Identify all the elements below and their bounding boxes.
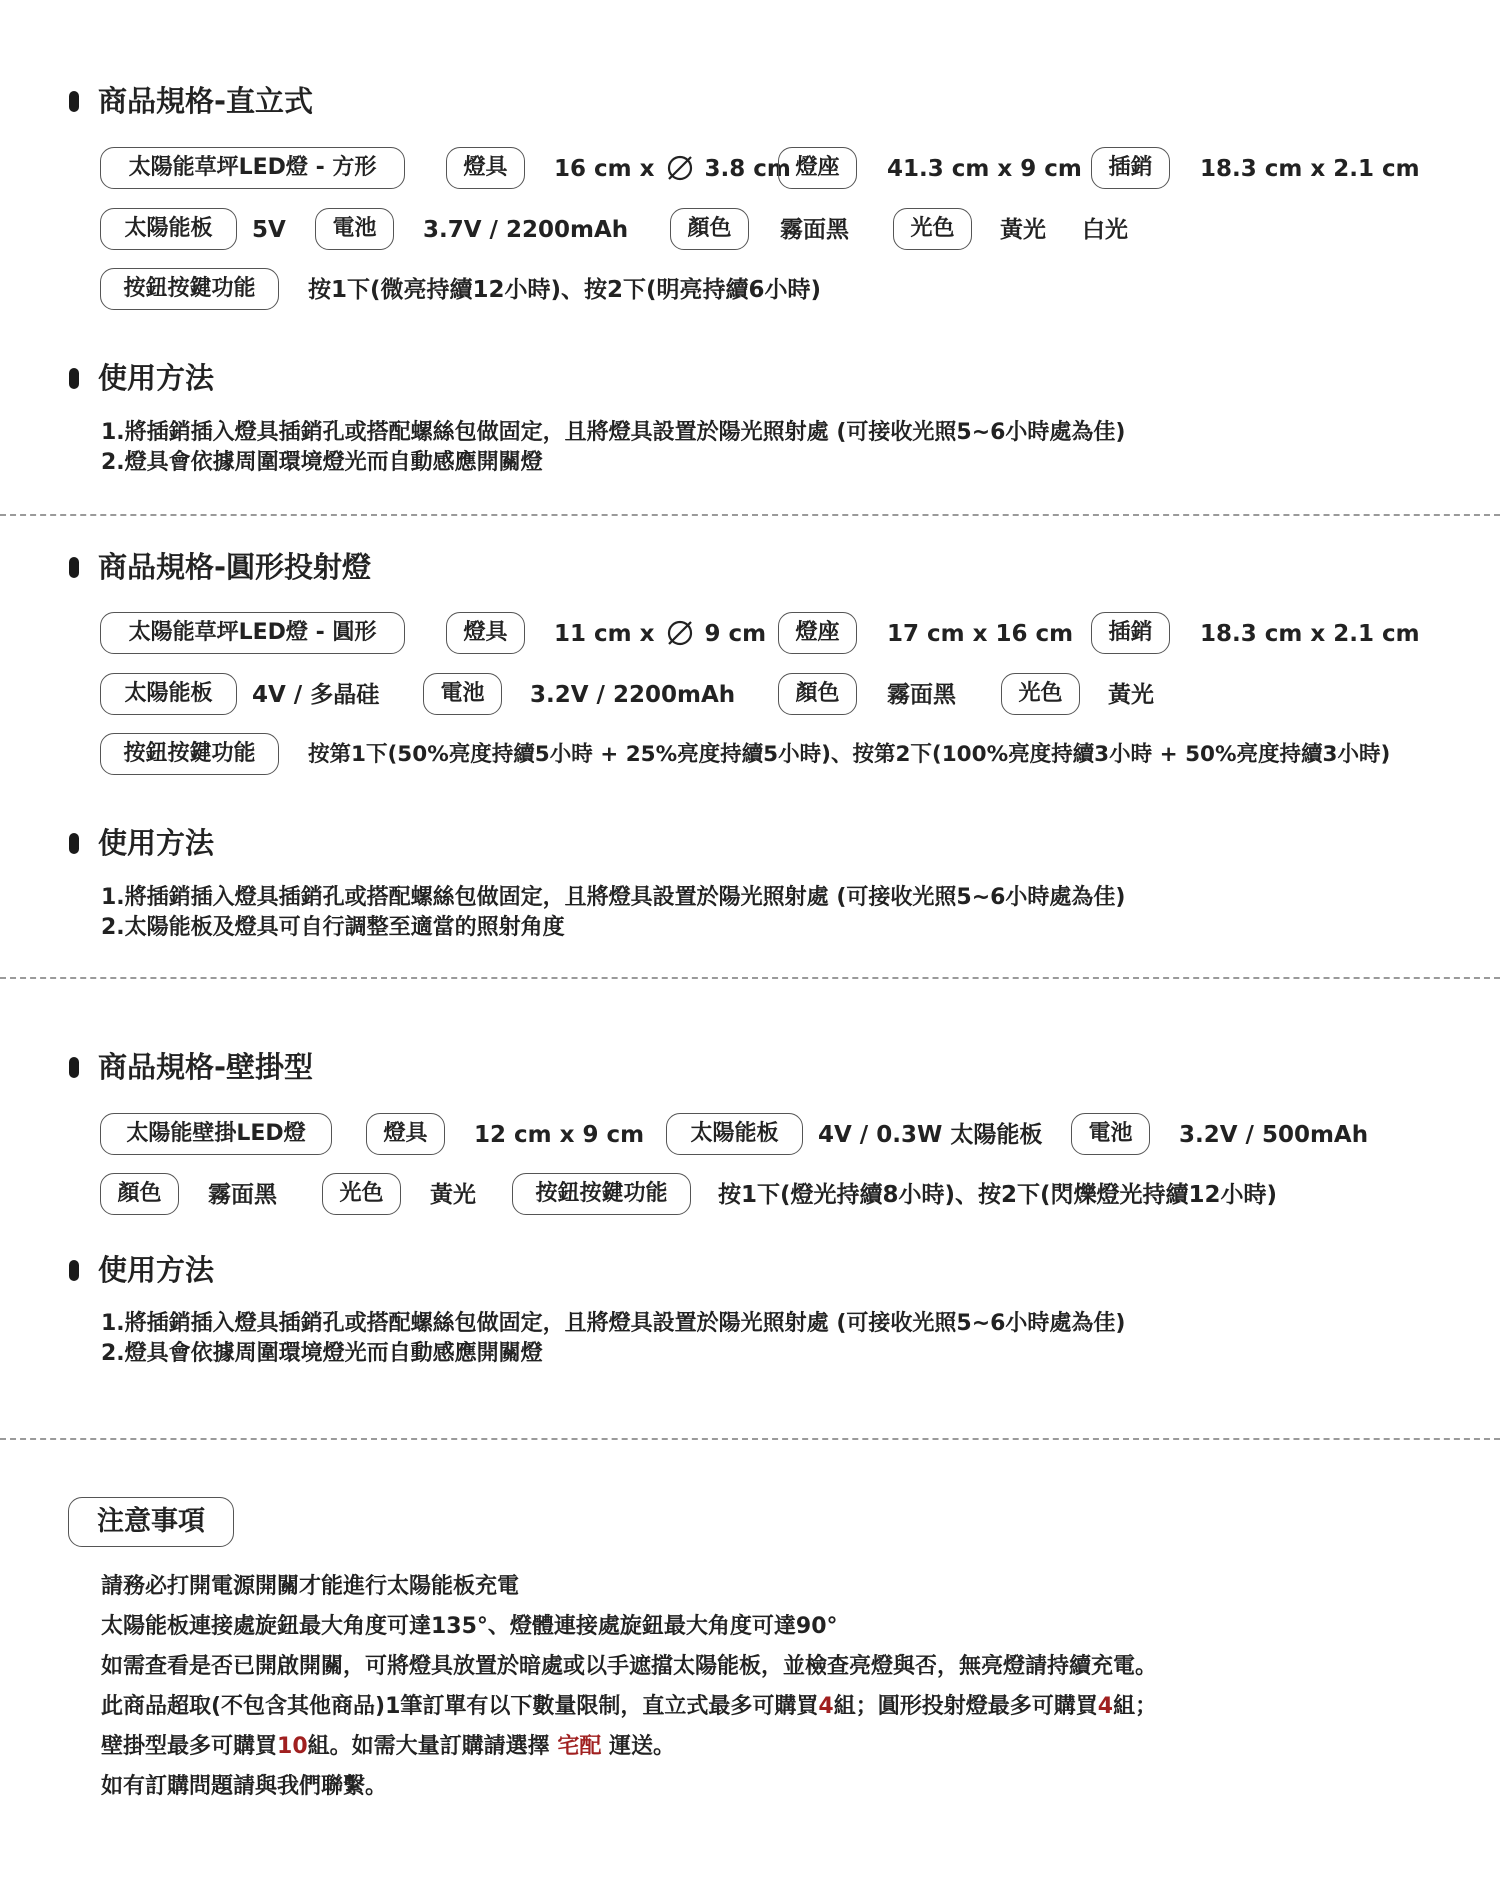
- battery-label-pill: 電池: [1071, 1113, 1150, 1155]
- solar-panel-value: 4V / 0.3W 太陽能板: [818, 1122, 1043, 1148]
- diameter-icon: [666, 619, 694, 647]
- note-text: 運送。: [601, 1734, 675, 1759]
- section-title: 商品規格-圓形投射燈: [98, 550, 372, 584]
- note-line: 太陽能板連接處旋鈕最大角度可達135°、燈體連接處旋鈕最大角度可達90°: [101, 1614, 838, 1639]
- lamp-size-part: 11 cm x: [554, 621, 663, 647]
- solar-panel-value: 5V: [252, 217, 286, 243]
- limit-highlight: 10: [277, 1734, 308, 1759]
- button-function-label-pill: 按鈕按鍵功能: [100, 268, 279, 310]
- section-divider: [0, 977, 1500, 979]
- usage-line: 2.燈具會依據周圍環境燈光而自動感應開關燈: [101, 1341, 543, 1366]
- note-text: 壁掛型最多可購買: [101, 1734, 278, 1759]
- light-color-label-pill: 光色: [893, 208, 972, 250]
- light-color-value: 黃光: [430, 1182, 476, 1208]
- note-line: 請務必打開電源開關才能進行太陽能板充電: [101, 1574, 520, 1599]
- notes-title-pill: 注意事項: [68, 1497, 234, 1547]
- bullet-icon: [69, 1057, 79, 1078]
- button-function-value: 按第1下(50%亮度持續5小時 + 25%亮度持續5小時)、按第2下(100%亮度持續3小時 + 50%亮度持續3小時): [308, 742, 1391, 767]
- solar-panel-label-pill: 太陽能板: [100, 208, 237, 250]
- color-label-pill: 顏色: [670, 208, 749, 250]
- color-label-pill: 顏色: [778, 673, 857, 715]
- lamp-label-pill: 燈具: [446, 612, 525, 654]
- lamp-label-pill: 燈具: [446, 147, 525, 189]
- lamp-size-value: [554, 154, 791, 184]
- diameter-icon: [666, 154, 694, 182]
- light-color-value: 白光: [1082, 217, 1128, 243]
- usage-title: 使用方法: [98, 1253, 215, 1287]
- usage-line: 1.將插銷插入燈具插銷孔或搭配螺絲包做固定，且將燈具設置於陽光照射處 (可接收光照5~6小時處為佳): [101, 1311, 1126, 1336]
- light-color-label-pill: 光色: [1001, 673, 1080, 715]
- solar-panel-label-pill: 太陽能板: [666, 1113, 803, 1155]
- product-name-pill: 太陽能壁掛LED燈: [100, 1113, 332, 1155]
- note-text: 此商品超取(不包含其他商品)1筆訂單有以下數量限制，直立式最多可購買: [101, 1694, 819, 1719]
- solar-panel-value: 4V / 多晶硅: [252, 682, 380, 708]
- pin-label-pill: 插銷: [1091, 147, 1170, 189]
- section-divider: [0, 514, 1500, 516]
- base-size-value: 17 cm x 16 cm: [887, 621, 1074, 647]
- bullet-icon: [69, 368, 79, 389]
- product-name-pill: 太陽能草坪LED燈 - 圓形: [100, 612, 405, 654]
- lamp-size-value: 12 cm x 9 cm: [474, 1122, 645, 1148]
- base-size-value: 41.3 cm x 9 cm: [887, 156, 1082, 182]
- battery-value: 3.2V / 500mAh: [1179, 1122, 1369, 1148]
- battery-value: 3.7V / 2200mAh: [423, 217, 629, 243]
- lamp-size-part: 9 cm: [696, 621, 767, 647]
- lamp-label-pill: 燈具: [366, 1113, 445, 1155]
- lamp-size-part: 3.8 cm: [696, 156, 791, 182]
- bullet-icon: [69, 557, 79, 578]
- battery-label-pill: 電池: [315, 208, 394, 250]
- section-title: 商品規格-壁掛型: [98, 1050, 314, 1084]
- note-text: 組；: [1113, 1694, 1158, 1719]
- pin-size-value: 18.3 cm x 2.1 cm: [1200, 156, 1420, 182]
- usage-title: 使用方法: [98, 361, 215, 395]
- button-function-label-pill: 按鈕按鍵功能: [512, 1173, 691, 1215]
- base-label-pill: 燈座: [778, 612, 857, 654]
- bullet-icon: [69, 1260, 79, 1281]
- button-function-value: 按1下(燈光持續8小時)、按2下(閃爍燈光持續12小時): [718, 1182, 1278, 1208]
- pin-size-value: 18.3 cm x 2.1 cm: [1200, 621, 1420, 647]
- lamp-size-value: [554, 619, 766, 649]
- color-value: 霧面黑: [780, 217, 849, 243]
- usage-line: 1.將插銷插入燈具插銷孔或搭配螺絲包做固定，且將燈具設置於陽光照射處 (可接收光照5~6小時處為佳): [101, 885, 1126, 910]
- product-name-pill: 太陽能草坪LED燈 - 方形: [100, 147, 405, 189]
- usage-title: 使用方法: [98, 826, 215, 860]
- lamp-size-part: 16 cm x: [554, 156, 663, 182]
- note-line: [101, 1732, 675, 1762]
- note-line: 如有訂購問題請與我們聯繫。: [101, 1774, 388, 1799]
- note-text: 組；圓形投射燈最多可購買: [833, 1694, 1098, 1719]
- note-line: [101, 1692, 1157, 1722]
- base-label-pill: 燈座: [778, 147, 857, 189]
- bullet-icon: [69, 91, 79, 112]
- battery-label-pill: 電池: [423, 673, 502, 715]
- limit-highlight: 4: [1097, 1694, 1114, 1719]
- color-value: 霧面黑: [208, 1182, 277, 1208]
- bullet-icon: [69, 833, 79, 854]
- button-function-label-pill: 按鈕按鍵功能: [100, 733, 279, 775]
- pin-label-pill: 插銷: [1091, 612, 1170, 654]
- section-divider: [0, 1438, 1500, 1440]
- solar-panel-label-pill: 太陽能板: [100, 673, 237, 715]
- usage-line: 1.將插銷插入燈具插銷孔或搭配螺絲包做固定，且將燈具設置於陽光照射處 (可接收光照5~6小時處為佳): [101, 420, 1126, 445]
- battery-value: 3.2V / 2200mAh: [530, 682, 736, 708]
- usage-line: 2.燈具會依據周圍環境燈光而自動感應開關燈: [101, 450, 543, 475]
- limit-highlight: 4: [818, 1694, 834, 1719]
- usage-line: 2.太陽能板及燈具可自行調整至適當的照射角度: [101, 915, 565, 940]
- color-value: 霧面黑: [887, 682, 956, 708]
- light-color-value: 黃光: [1108, 682, 1154, 708]
- note-line: 如需查看是否已開啟開關，可將燈具放置於暗處或以手遮擋太陽能板，並檢查亮燈與否，無亮燈請持續充電。: [101, 1654, 1158, 1679]
- button-function-value: 按1下(微亮持續12小時)、按2下(明亮持續6小時): [308, 277, 822, 303]
- color-label-pill: 顏色: [100, 1173, 179, 1215]
- delivery-highlight: 宅配: [557, 1734, 602, 1759]
- light-color-value: 黃光: [1000, 217, 1046, 243]
- note-text: 組。如需大量訂購請選擇: [307, 1734, 558, 1759]
- section-title: 商品規格-直立式: [98, 84, 314, 118]
- light-color-label-pill: 光色: [322, 1173, 401, 1215]
